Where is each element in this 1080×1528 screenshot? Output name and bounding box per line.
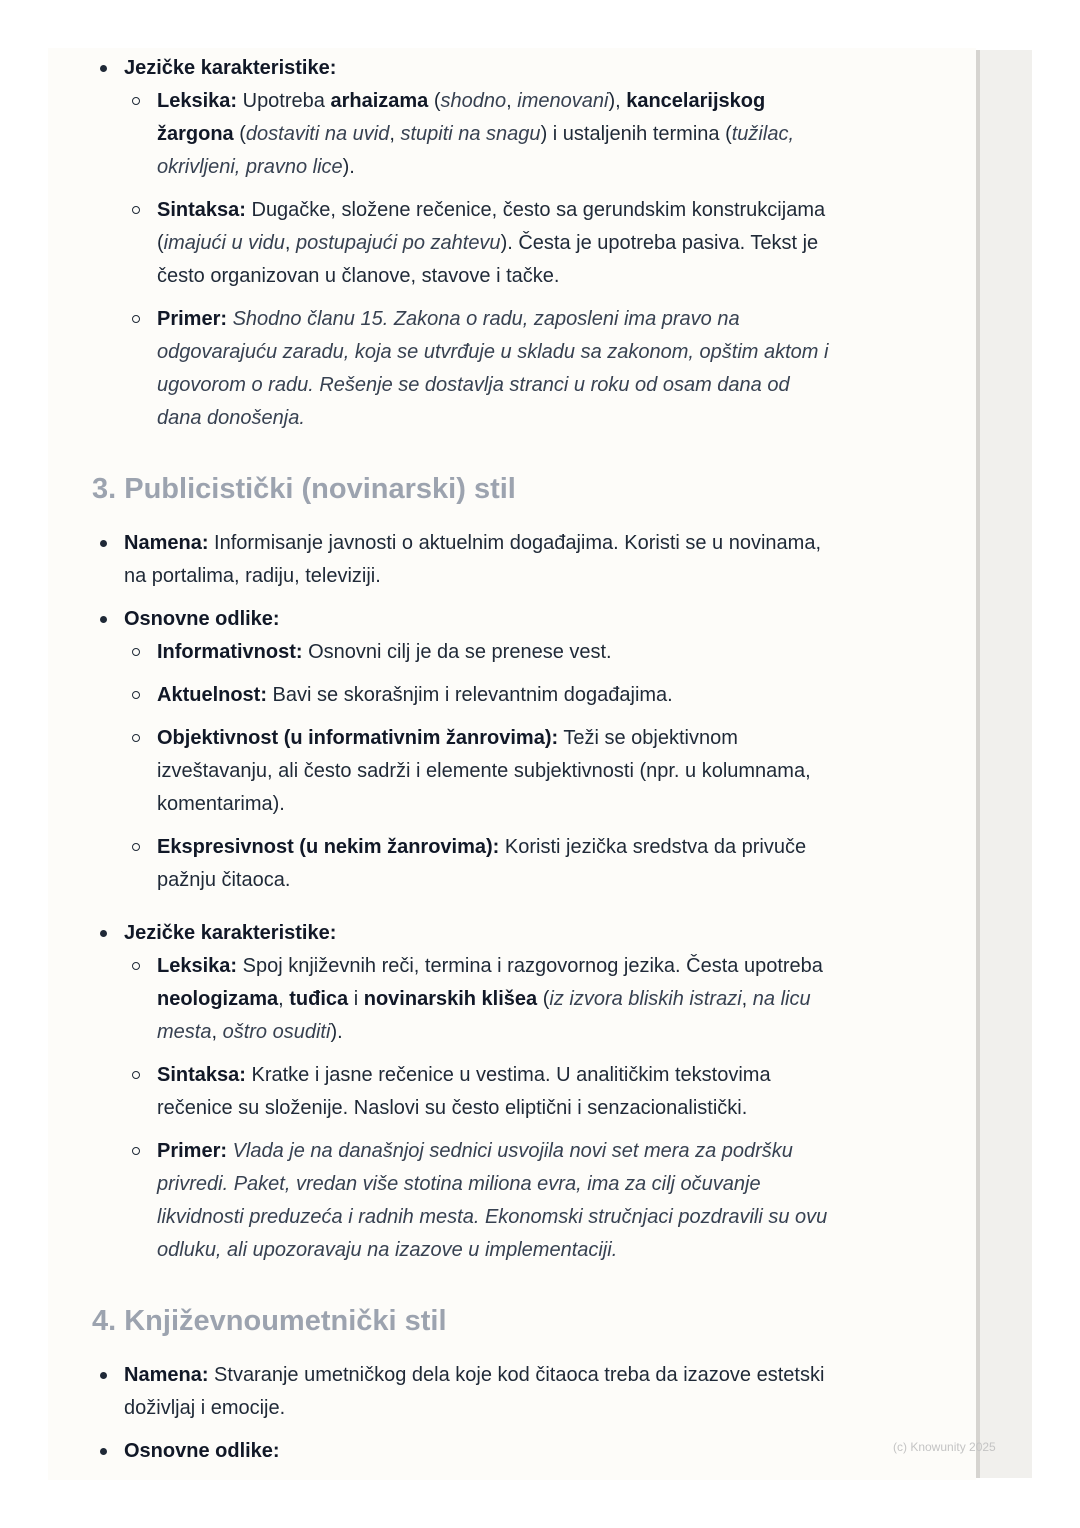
list-label: Namena: [124,1364,209,1386]
sublist-label: Objektivnost (u informativnim žanrovima): [157,727,559,749]
section-heading: 4. Književnoumetnički stil [92,1305,447,1337]
sublist-item-sintaksa: Sintaksa: Kratke i jasne rečenice u vestima. U analitičkim tekstovima rečenice su složenije. Naslovi su često eliptični i senzacionalistički. [92,1059,832,1125]
list-item-namena: Namena: Informisanje javnosti o aktuelnim događajima. Koristi se u novinama, na portalima, radiju, televiziji. [92,527,832,593]
sublist-item-objektivnost: Objektivnost (u informativnim žanrovima): Teži se objektivnom izveštavanju, ali često sadrži i elemente subjektivnosti (npr. u kolumnama, komentarima). [92,722,832,821]
sublist-label: Leksika: [157,90,238,112]
scrollbar-edge [976,50,980,1478]
sublist-label: Primer: [157,1140,228,1162]
sublist-item-leksika: Leksika: Upotreba arhaizama (shodno, imenovani), kancelarijskog žargona (dostaviti na uvid, stupiti na snagu) i ustaljenih termina (tužilac, okrivljeni, pravno lice). [92,85,832,184]
list-item-namena: Namena: Stvaranje umetničkog dela koje kod čitaoca treba da izazove estetski doživljaj i emocije. [92,1359,832,1425]
sublist-item-informativnost: Informativnost: Osnovni cilj je da se prenese vest. [92,636,832,669]
section-heading: 3. Publicistički (novinarski) stil [92,473,516,505]
sublist-label: Sintaksa: [157,1064,246,1086]
list-label: Jezičke karakteristike: [124,57,337,79]
sublist-label: Aktuelnost: [157,684,267,706]
sublist-item-primer [92,1135,832,1267]
list-item-jezicke-karakteristike [92,917,832,950]
list-label: Namena: [124,532,209,554]
sublist-label: Informativnost: [157,641,303,663]
list-item-osnovne-odlike [92,1435,832,1468]
list-item-jezicke-karakteristike [92,52,832,85]
list-item-osnovne-odlike [92,603,832,636]
sublist-label: Sintaksa: [157,199,246,221]
list-label: Osnovne odlike: [124,1440,280,1462]
scrollbar-track[interactable] [976,50,1032,1478]
sublist-item-sintaksa: Sintaksa: Dugačke, složene rečenice, često sa gerundskim konstrukcijama (imajući u vidu, postupajući po zahtevu). Česta je upotreba pasiva. Tekst je često organizovan u članove, stavove i tačke. [92,194,832,293]
example-text: Vlada je na današnjoj sednici usvojila novi set mera za podršku privredi. Paket, vredan više stotina miliona evra, ima za cilj očuvanje likvidnosti preduzeća i radnih mesta. Ekonomski stručnjaci pozdravili su ovu odluku, ali upozoravaju na izazove u implementaciji. [157,1140,828,1261]
sublist-label: Primer: [157,308,228,330]
list-label: Jezičke karakteristike: [124,922,337,944]
sublist-label: Leksika: [157,955,238,977]
sublist-item-aktuelnost: Aktuelnost: Bavi se skorašnjim i relevantnim događajima. [92,679,832,712]
sublist-label: Ekspresivnost (u nekim žanrovima): [157,836,500,858]
example-text: Shodno članu 15. Zakona o radu, zaposleni ima pravo na odgovarajuću zaradu, koja se utvrđuje u skladu sa zakonom, opštim aktom i ugovorom o radu. Rešenje se dostavlja stranci u roku od osam dana od dana donošenja. [157,308,829,429]
document-content [92,52,832,1468]
list-label: Osnovne odlike: [124,608,280,630]
watermark: (c) Knowunity 2025 [893,1440,996,1454]
sublist-item-ekspresivnost: Ekspresivnost (u nekim žanrovima): Koristi jezička sredstva da privuče pažnju čitaoca. [92,831,832,897]
sublist-item-leksika: Leksika: Spoj književnih reči, termina i razgovornog jezika. Česta upotreba neologizama, tuđica i novinarskih klišea (iz izvora bliskih istrazi, na licu mesta, oštro osuditi). [92,950,832,1049]
sublist-item-primer [92,303,832,435]
